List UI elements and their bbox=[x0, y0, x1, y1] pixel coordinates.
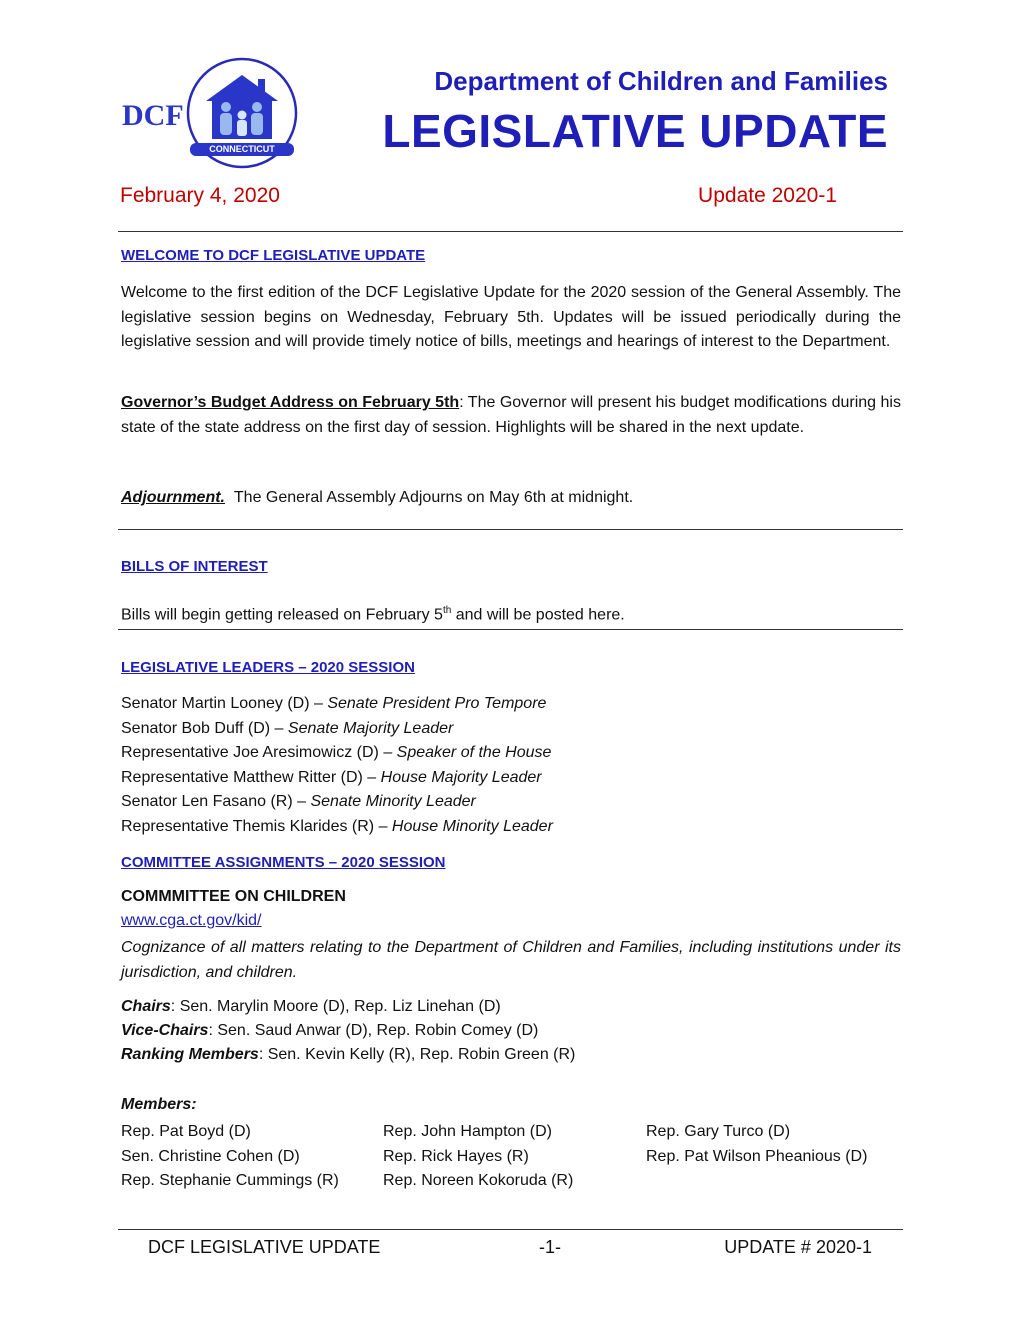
leader-name: Senator Bob Duff (D) – bbox=[121, 719, 288, 737]
bills-text-end: and will be posted here. bbox=[451, 606, 625, 624]
bills-heading[interactable]: BILLS OF INTEREST bbox=[121, 558, 268, 575]
member: Rep. John Hampton (D) bbox=[383, 1123, 552, 1140]
members-label: Members: bbox=[121, 1096, 197, 1113]
committee-url[interactable]: www.cga.ct.gov/kid/ bbox=[121, 912, 262, 929]
leader-role: Senate Minority Leader bbox=[310, 793, 476, 810]
leader-name: Representative Themis Klarides (R) – bbox=[121, 817, 392, 835]
chairs-text: : Sen. Marylin Moore (D), Rep. Liz Linehan (D) bbox=[170, 998, 501, 1015]
header-divider bbox=[118, 231, 903, 232]
budget-label: Governor’s Budget Address on February 5th bbox=[121, 394, 460, 411]
members-column-3 bbox=[646, 1120, 867, 1169]
chairs-label: Chairs bbox=[121, 998, 171, 1015]
logo-text: DCF bbox=[122, 99, 184, 132]
adjournment-line bbox=[121, 489, 633, 507]
leader-name: Senator Martin Looney (D) – bbox=[121, 695, 328, 712]
list-item bbox=[121, 692, 553, 717]
page-title: LEGISLATIVE UPDATE bbox=[382, 105, 888, 157]
leader-role: Speaker of the House bbox=[396, 744, 552, 761]
members-column-2 bbox=[383, 1120, 573, 1194]
vice-chairs-text: : Sen. Saud Anwar (D), Rep. Robin Comey (D) bbox=[208, 1022, 539, 1039]
bills-text-main: Bills will begin getting released on February 5 bbox=[121, 606, 443, 624]
logo-state: CONNECTICUT bbox=[209, 144, 275, 154]
bills-text bbox=[121, 605, 625, 624]
footer-divider bbox=[118, 1229, 903, 1230]
budget-text: : The Governor will present his budget modifications during his state of the state address on the first day of session. Highlights will be shared in the next update. bbox=[121, 394, 901, 436]
member: Sen. Christine Cohen (D) bbox=[121, 1147, 300, 1165]
adjournment-text: The General Assembly Adjourns on May 6th at midnight. bbox=[233, 489, 634, 506]
budget-paragraph bbox=[121, 391, 901, 440]
member: Rep. Pat Wilson Pheanious (D) bbox=[646, 1147, 868, 1165]
section-divider bbox=[118, 629, 903, 630]
dcf-logo bbox=[122, 57, 298, 169]
ranking-label: Ranking Members bbox=[121, 1046, 259, 1063]
leader-role: House Majority Leader bbox=[380, 768, 542, 786]
chairs-line bbox=[121, 998, 501, 1016]
list-item bbox=[121, 741, 553, 766]
leader-name: Representative Joe Aresimowicz (D) – bbox=[121, 744, 397, 761]
section-divider bbox=[118, 529, 903, 530]
ranking-text: : Sen. Kevin Kelly (R), Rep. Robin Green (R) bbox=[258, 1046, 576, 1063]
list-item bbox=[121, 717, 553, 742]
footer-right: UPDATE # 2020-1 bbox=[724, 1237, 872, 1257]
welcome-paragraph: Welcome to the first edition of the DCF Legislative Update for the 2020 session of the General Assembly. The legislative session begins on Wednesday, February 5th. Updates will be issued periodically during the legislative session and will provide timely notice of bills, meetings and hearings of interest to the Department. bbox=[121, 284, 901, 350]
committee-heading[interactable]: COMMITTEE ASSIGNMENTS – 2020 SESSION bbox=[121, 854, 446, 871]
update-number: Update 2020-1 bbox=[698, 184, 837, 207]
member: Rep. Stephanie Cummings (R) bbox=[121, 1172, 339, 1189]
list-item bbox=[121, 815, 553, 840]
member: Rep. Gary Turco (D) bbox=[646, 1123, 791, 1140]
leader-role: Senate Majority Leader bbox=[287, 719, 454, 737]
list-item bbox=[121, 790, 553, 815]
vice-chairs-line bbox=[121, 1022, 538, 1040]
department-title: Department of Children and Families bbox=[434, 66, 888, 96]
member: Rep. Rick Hayes (R) bbox=[383, 1147, 529, 1165]
leader-role: House Minority Leader bbox=[391, 817, 553, 835]
leaders-heading[interactable]: LEGISLATIVE LEADERS – 2020 SESSION bbox=[121, 659, 415, 676]
leaders-list bbox=[121, 692, 553, 839]
members-column-1 bbox=[121, 1120, 339, 1194]
leader-name: Senator Len Fasano (R) – bbox=[121, 793, 311, 810]
committee-name: COMMMITTEE ON CHILDREN bbox=[121, 888, 346, 905]
bills-superscript: th bbox=[442, 605, 452, 616]
leader-name: Representative Matthew Ritter (D) – bbox=[121, 768, 381, 786]
issue-date: February 4, 2020 bbox=[120, 184, 280, 207]
footer-left: DCF LEGISLATIVE UPDATE bbox=[148, 1237, 381, 1257]
committee-cognizance: Cognizance of all matters relating to the Department of Children and Families, including institutions under its jurisdiction, and children. bbox=[121, 939, 901, 981]
ranking-line bbox=[121, 1046, 575, 1064]
vice-chairs-label: Vice-Chairs bbox=[121, 1022, 209, 1039]
member: Rep. Pat Boyd (D) bbox=[121, 1123, 251, 1140]
welcome-heading[interactable]: WELCOME TO DCF LEGISLATIVE UPDATE bbox=[121, 247, 426, 264]
page-number: -1- bbox=[539, 1237, 561, 1257]
member: Rep. Noreen Kokoruda (R) bbox=[383, 1172, 574, 1189]
adjournment-label: Adjournment. bbox=[121, 489, 225, 506]
list-item bbox=[121, 766, 553, 791]
leader-role: Senate President Pro Tempore bbox=[327, 695, 547, 712]
